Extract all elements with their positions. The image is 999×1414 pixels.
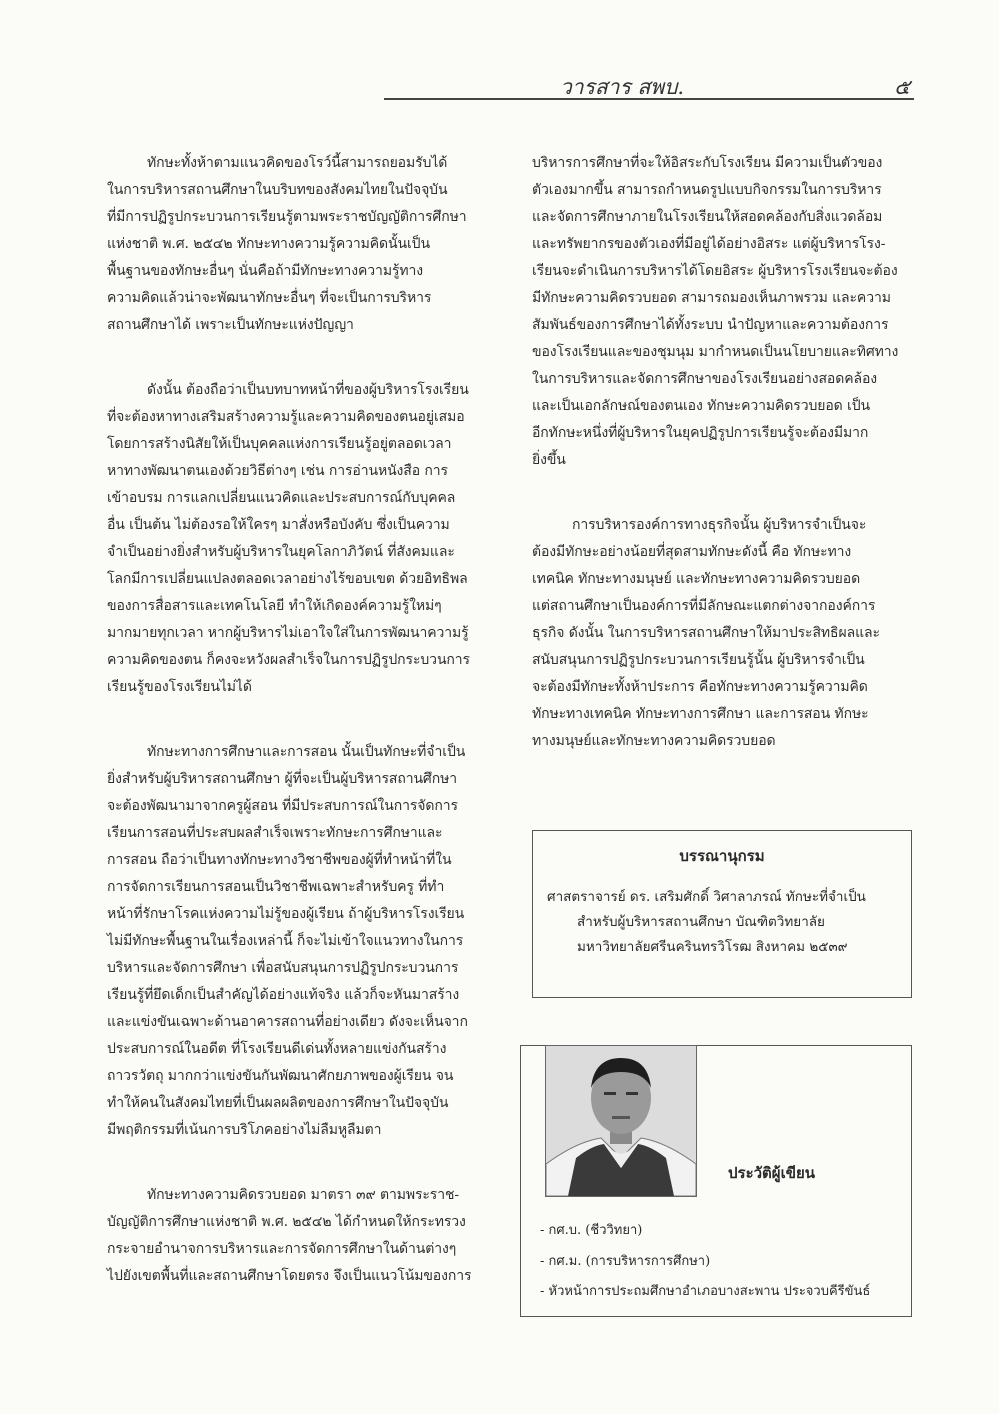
paragraph	[107, 739, 485, 1144]
text-line	[107, 377, 485, 404]
text-line: หน้าที่รักษาโรคแห่งความไม่รู้ของผู้เรียน ถ้าผู้บริหารโรงเรียน	[107, 906, 465, 922]
paragraph	[107, 377, 485, 701]
text-line: อีกทักษะหนึ่งที่ผู้บริหารในยุคปฏิรูปการเรียนรู้จะต้องมีมาก	[532, 425, 869, 441]
text-line: ยิ่งขึ้น	[532, 452, 566, 468]
text-line: ต้องมีทักษะอย่างน้อยที่สุดสามทักษะดังนี้ คือ ทักษะทาง	[532, 544, 852, 560]
text-line	[107, 1182, 485, 1209]
text-line	[532, 512, 912, 539]
text-line: การจัดการเรียนการสอนเป็นวิชาชีพเฉพาะสำหรับครู ที่ทำ	[107, 879, 445, 895]
text-line: ของการสื่อสารและเทคโนโลยี ทำให้เกิดองค์ความรู้ใหม่ๆ	[107, 598, 442, 614]
author-item: - กศ.บ. (ชีววิทยา)	[540, 1223, 643, 1238]
text-line: เรียนการสอนที่ประสบผลสำเร็จเพราะทักษะการศึกษาและ	[107, 825, 443, 841]
reference-line: ศาสตราจารย์ ดร. เสริมศักดิ์ วิศาลาภรณ์ ทักษะที่จำเป็น	[547, 889, 866, 905]
text-line: ที่จะต้องหาทางเสริมสร้างความรู้และความคิดของตนอยู่เสมอ	[107, 409, 465, 425]
text-line: ไม่มีทักษะพื้นฐานในเรื่องเหล่านี้ ก็จะไม่เข้าใจแนวทางในการ	[107, 933, 464, 949]
author-title: ประวัติผู้เขียน	[728, 1164, 816, 1182]
text-line: ในการบริหารสถานศึกษาในบริบทของสังคมไทยในปัจจุบัน	[107, 182, 448, 198]
text-line: โลกมีการเปลี่ยนแปลงตลอดเวลาอย่างไร้ขอบเขต ด้วยอิทธิพล	[107, 571, 468, 587]
text-line: เทคนิค ทักษะทางมนุษย์ และทักษะทางความคิดรวบยอด	[532, 571, 861, 587]
text-line: ทางมนุษย์และทักษะทางความคิดรวบยอด	[532, 733, 776, 749]
text-line: ธุรกิจ ดังนั้น ในการบริหารสถานศึกษาให้มาประสิทธิผลและ	[532, 625, 880, 641]
reference-line: สำหรับผู้บริหารสถานศึกษา บัณฑิตวิทยาลัย	[577, 914, 825, 930]
paragraph	[107, 1182, 485, 1290]
text-line	[107, 739, 485, 766]
author-item: - หัวหน้าการประถมศึกษาอำเภอบางสะพาน ประจวบคีรีขันธ์	[540, 1284, 871, 1299]
text-line: สนับสนุนการปฏิรูปกระบวนการเรียนรู้นั้น ผู้บริหารจำเป็น	[532, 652, 865, 668]
text-line: ความคิดของตน ก็คงจะหวังผลสำเร็จในการปฏิรูปกระบวนการ	[107, 652, 470, 668]
journal-title: วารสาร สพบ.	[560, 75, 685, 99]
text-line: ทักษะทางเทคนิค ทักษะทางการศึกษา และการสอน ทักษะ	[532, 706, 869, 722]
text-line: เรียนจะดำเนินการบริหารได้โดยอิสระ ผู้บริหารโรงเรียนจะต้อง	[532, 263, 898, 279]
text-line: จะต้องมีทักษะทั้งห้าประการ คือทักษะทางความรู้ความคิด	[532, 679, 868, 695]
text-line: ตัวเองมากขึ้น สามารถกำหนดรูปแบบกิจกรรมในการบริหาร	[532, 182, 882, 198]
text-line: สถานศึกษาได้ เพราะเป็นทักษะแห่งปัญญา	[107, 317, 354, 333]
text-line: ยิ่งสำหรับผู้บริหารสถานศึกษา ผู้ที่จะเป็นผู้บริหารสถานศึกษา	[107, 771, 457, 787]
text-line	[107, 150, 485, 177]
line: ทักษะทางการศึกษาและการสอน นั้นเป็นทักษะที่จำเป็น	[147, 744, 466, 760]
paragraph	[532, 150, 912, 474]
text-line: บริหารการศึกษาที่จะให้อิสระกับโรงเรียน มีความเป็นตัวของ	[532, 155, 883, 171]
author-photo	[545, 1045, 697, 1197]
text-line: และทรัพยากรของตัวเองที่มีอยู่ได้อย่างอิสระ แต่ผู้บริหารโรง-	[532, 236, 886, 252]
text-line: และเป็นเอกลักษณ์ของตนเอง ทักษะความคิดรวบยอด เป็น	[532, 398, 870, 414]
text-line: การสอน ถือว่าเป็นทางทักษะทางวิชาชีพของผู้ที่ทำหน้าที่ใน	[107, 852, 452, 868]
text-line: ไปยังเขตพื้นที่และสถานศึกษาโดยตรง จึงเป็นแนวโน้มของการ	[107, 1268, 472, 1284]
text-line: ในการบริหารและจัดการศึกษาของโรงเรียนอย่างสอดคล้อง	[532, 371, 878, 387]
text-line: ทำให้คนในสังคมไทยที่เป็นผลผลิตของการศึกษาในปัจจุบัน	[107, 1095, 449, 1111]
paragraph	[532, 512, 912, 755]
text-line: เข้าอบรม การแลกเปลี่ยนแนวคิดและประสบการณ์กับบุคคล	[107, 490, 456, 506]
text-line: จะต้องพัฒนามาจากครูผู้สอน ที่มีประสบการณ์ในการจัดการ	[107, 798, 458, 814]
text-line: บริหารและจัดการศึกษา เพื่อสนับสนุนการปฏิรูปกระบวนการ	[107, 960, 459, 976]
text-line: และจัดการศึกษาภายในโรงเรียนให้สอดคล้องกับสิ่งแวดล้อม	[532, 209, 883, 225]
text-line: ถาวรวัตถุ มากกว่าแข่งขันกันพัฒนาศักยภาพของผู้เรียน จน	[107, 1068, 454, 1084]
text-line: ที่มีการปฏิรูปกระบวนการเรียนรู้ตามพระราชบัญญัติการศึกษา	[107, 209, 467, 225]
text-line: มากมายทุกเวลา หากผู้บริหารไม่เอาใจใส่ในการพัฒนาความรู้	[107, 625, 469, 641]
text-line: หาทางพัฒนาตนเองด้วยวิธีต่างๆ เช่น การอ่านหนังสือ การ	[107, 463, 448, 479]
text-line: ของโรงเรียนและของชุมนุม มากำหนดเป็นนโยบายและทิศทาง	[532, 344, 899, 360]
text-line: ประสบการณ์ในอดีต ที่โรงเรียนดีเด่นทั้งหลายแข่งกันสร้าง	[107, 1041, 447, 1057]
text-line: แต่สถานศึกษาเป็นองค์การที่มีลักษณะแตกต่างจากองค์การ	[532, 598, 876, 614]
text-line: กระจายอำนาจการบริหารและการจัดการศึกษาในด้านต่างๆ	[107, 1241, 457, 1257]
references-box	[532, 830, 912, 998]
text-line: มีพฤติกรรมที่เน้นการบริโภคอย่างไม่ลืมหูลืมตา	[107, 1122, 382, 1138]
portrait-image	[546, 1046, 696, 1196]
text-line: มีทักษะความคิดรวบยอด สามารถมองเห็นภาพรวม และความ	[532, 290, 891, 306]
right-column	[532, 150, 912, 755]
references-title: บรรณานุกรม	[679, 847, 765, 865]
text-line: อื่น เป็นต้น ไม่ต้องรอให้ใครๆ มาสั่งหรือบังคับ ซึ่งเป็นความ	[107, 517, 450, 533]
reference-line: มหาวิทยาลัยศรีนครินทรวิโรฒ สิงหาคม ๒๕๓๙	[577, 939, 848, 955]
page-number: ๕	[894, 75, 910, 99]
left-column	[107, 150, 485, 1290]
line: ดังนั้น ต้องถือว่าเป็นบทบาทหน้าที่ของผู้บริหารโรงเรียน	[147, 382, 469, 398]
text-line: และแข่งขันเฉพาะด้านอาคารสถานที่อย่างเดียว ดังจะเห็นจาก	[107, 1014, 468, 1030]
text-line: สัมพันธ์ของการศึกษาได้ทั้งระบบ นำปัญหาและความต้องการ	[532, 317, 889, 333]
text-line: โดยการสร้างนิสัยให้เป็นบุคคลแห่งการเรียนรู้อยู่ตลอดเวลา	[107, 436, 452, 452]
text-line: เรียนรู้ที่ยึดเด็กเป็นสำคัญได้อย่างแท้จริง แล้วก็จะหันมาสร้าง	[107, 987, 460, 1003]
line: ทักษะทางความคิดรวบยอด มาตรา ๓๙ ตามพระราช-	[147, 1187, 460, 1203]
paragraph	[107, 150, 485, 339]
text-line: ความคิดแล้วน่าจะพัฒนาทักษะอื่นๆ ที่จะเป็นการบริหาร	[107, 290, 432, 306]
line: ทักษะทั้งห้าตามแนวคิดของโรว์นี้สามารถยอมรับได้	[147, 155, 448, 171]
text-line: บัญญัติการศึกษาแห่งชาติ พ.ศ. ๒๕๔๒ ได้กำหนดให้กระทรวง	[107, 1214, 466, 1230]
text-line: จำเป็นอย่างยิ่งสำหรับผู้บริหารในยุคโลกาภิวัตน์ ที่สังคมและ	[107, 544, 455, 560]
text-line: แห่งชาติ พ.ศ. ๒๕๔๒ ทักษะทางความรู้ความคิดนั้นเป็น	[107, 236, 430, 252]
text-line: เรียนรู้ของโรงเรียนไม่ได้	[107, 679, 252, 695]
author-item: - กศ.ม. (การบริหารการศึกษา)	[540, 1254, 711, 1269]
line: การบริหารองค์การทางธุรกิจนั้น ผู้บริหารจำเป็นจะ	[572, 517, 867, 533]
text-line: พื้นฐานของทักษะอื่นๆ นั่นคือถ้ามีทักษะทางความรู้ทาง	[107, 263, 423, 279]
header-rule	[384, 98, 914, 100]
